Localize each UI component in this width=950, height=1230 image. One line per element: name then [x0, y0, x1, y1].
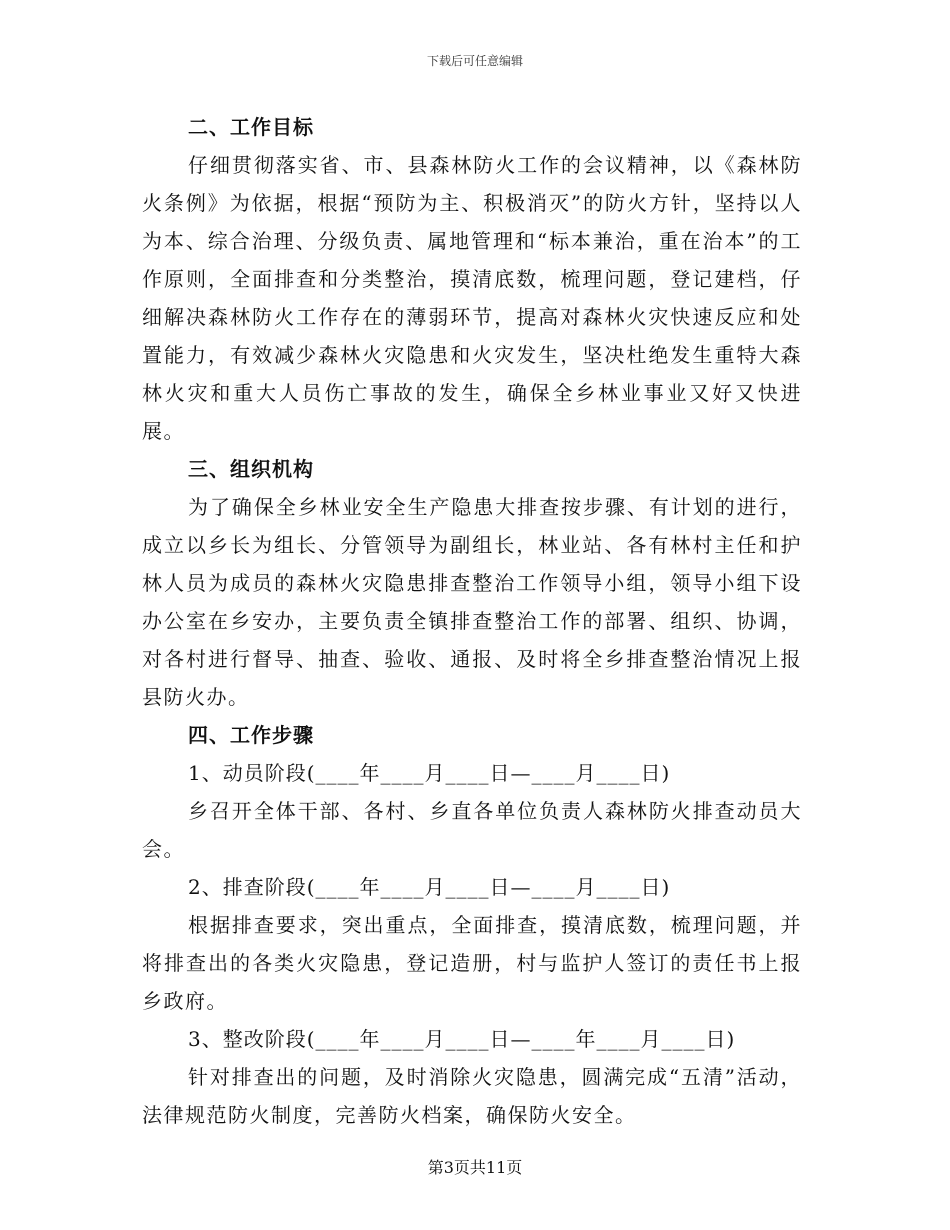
step-title-mobilize: 1、动员阶段(____年____月____日—____月____日)	[188, 761, 671, 785]
page-number-footer: 第3页共11页	[427, 1158, 523, 1177]
step-body-inspect: 根据排查要求，突出重点，全面排查，摸清底数，梳理问题，并将排查出的各类火灾隐患，登记造册，村与监护人签订的责任书上报乡政府。	[142, 913, 802, 1013]
section-heading-goal: 二、工作目标	[188, 115, 314, 139]
step-body-mobilize: 乡召开全体干部、各村、乡直各单位负责人森林防火排查动员大会。	[142, 799, 802, 861]
section-body-org: 为了确保全乡林业安全生产隐患大排查按步骤、有计划的进行，成立以乡长为组长、分管领导为副组长，林业站、各有林村主任和护林人员为成员的森林火灾隐患排查整治工作领导小组，领导小组下设办公室在乡安办，主要负责全镇排查整治工作的部署、组织、协调，对各村进行督导、抽查、验收、通报、及时将全乡排查整治情况上报县防火办。	[142, 495, 802, 709]
step-title-inspect: 2、排查阶段(____年____月____日—____月____日)	[188, 875, 671, 899]
document-body	[142, 108, 802, 1134]
step-title-rectify: 3、整改阶段(____年____月____日—____年____月____日)	[188, 1027, 736, 1051]
section-body-goal: 仔细贯彻落实省、市、县森林防火工作的会议精神，以《森林防火条例》为依据，根据“预防为主、积极消灭”的防火方针，坚持以人为本、综合治理、分级负责、属地管理和“标本兼治，重在治本”的工作原则，全面排查和分类整治，摸清底数，梳理问题，登记建档，仔细解决森林防火工作存在的薄弱环节，提高对森林火灾快速反应和处置能力，有效减少森林火灾隐患和火灾发生，坚决杜绝发生重特大森林火灾和重大人员伤亡事故的发生，确保全乡林业事业又好又快进展。	[142, 153, 802, 443]
section-heading-org: 三、组织机构	[188, 457, 314, 481]
header-note: 下载后可任意编辑	[426, 54, 523, 68]
step-body-rectify: 针对排查出的问题，及时消除火灾隐患，圆满完成“五清”活动，法律规范防火制度，完善防火档案，确保防火安全。	[142, 1065, 802, 1127]
section-heading-steps: 四、工作步骤	[188, 723, 314, 747]
